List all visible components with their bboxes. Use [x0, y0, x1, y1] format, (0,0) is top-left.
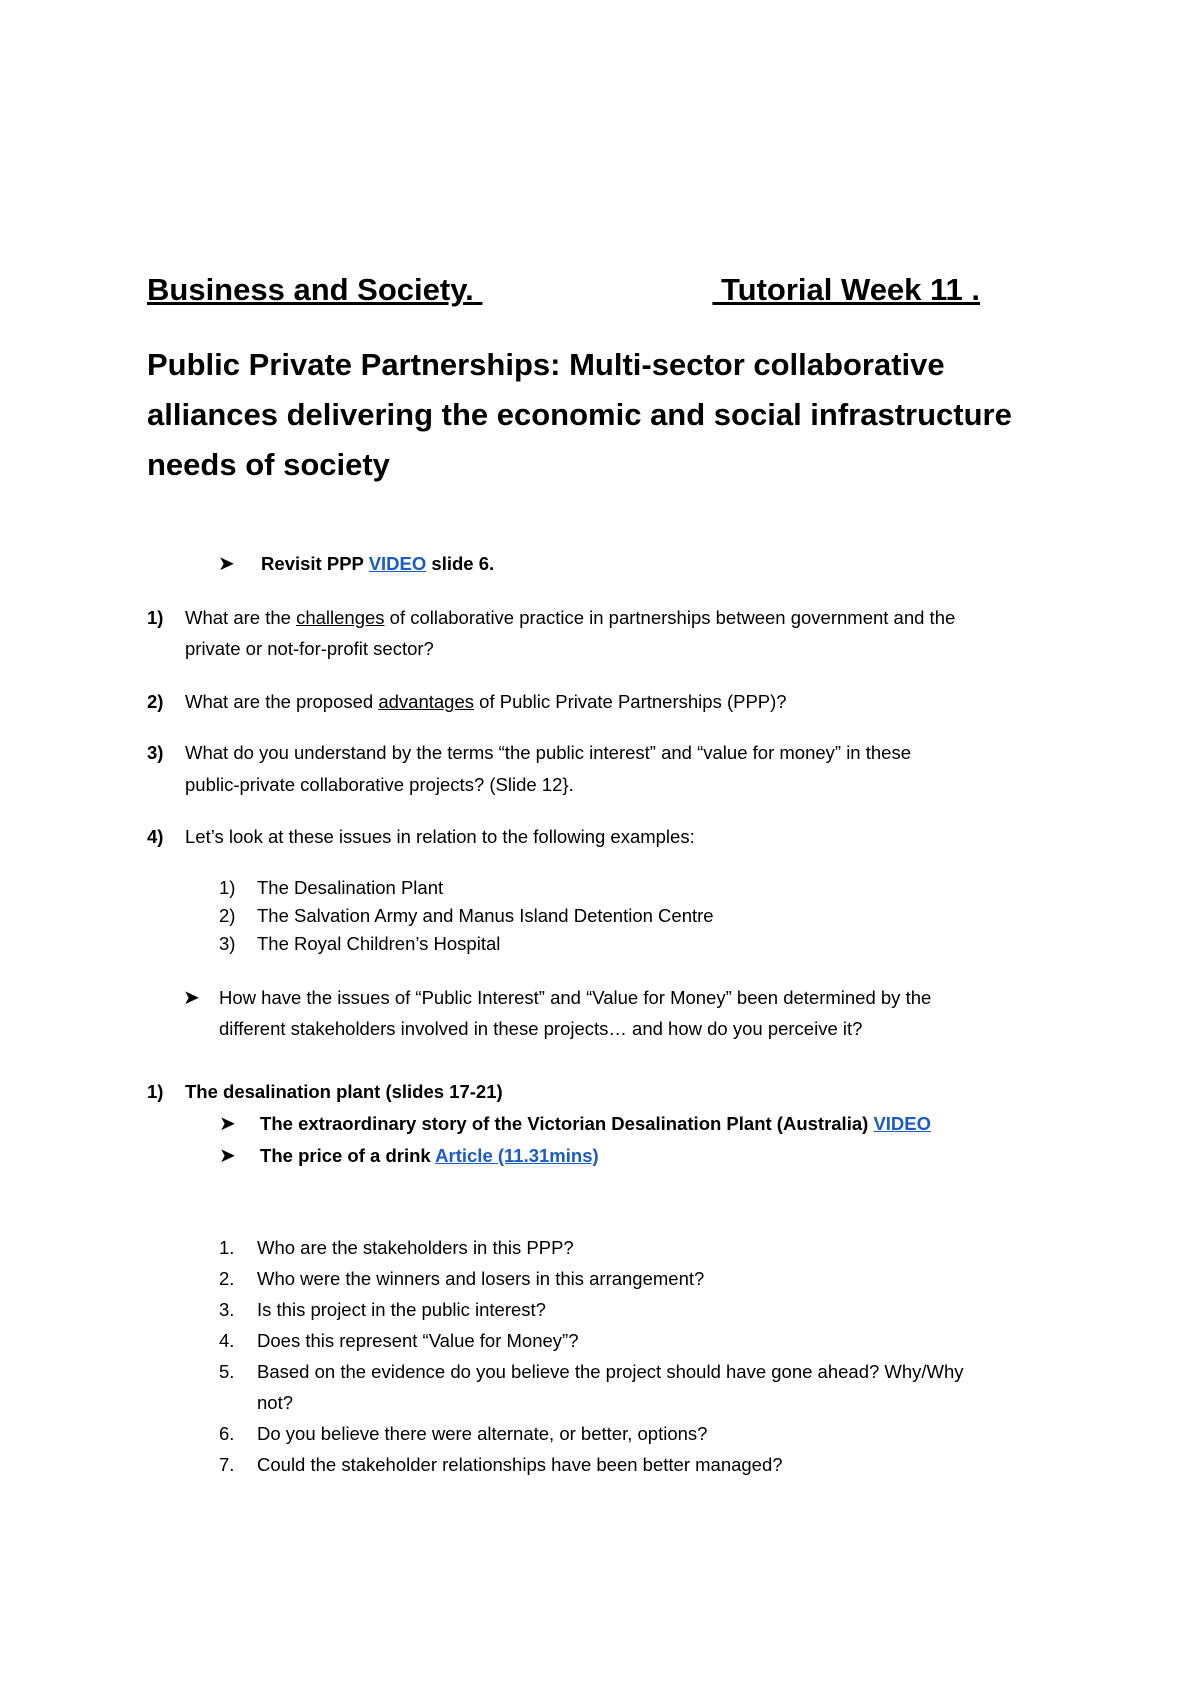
main-title — [147, 340, 1012, 490]
subquestion: Do you believe there were alternate, or better, options? — [257, 1423, 708, 1444]
subquestion-number: 6. — [219, 1423, 235, 1444]
perceive-question-line-2: different stakeholders involved in these projects… and how do you perceive it? — [219, 1018, 863, 1039]
subquestion: Who are the stakeholders in this PPP? — [257, 1237, 574, 1258]
course-title: Business and Society. — [147, 272, 474, 307]
main-title-line-3: needs of society — [147, 447, 390, 482]
question-3: What do you understand by the terms “the public interest” and “value for money” in these — [185, 742, 911, 763]
tutorial-week: Tutorial Week 11 . — [721, 272, 981, 307]
example-item: The Salvation Army and Manus Island Detention Centre — [257, 905, 714, 926]
arrow-bullet-icon: ➤ — [219, 1145, 236, 1167]
section-bullet-article — [219, 1143, 599, 1168]
question-text: of collaborative practice in partnerships between government and the — [384, 607, 956, 628]
question-number: 1) — [147, 607, 164, 628]
question-number: 4) — [147, 826, 164, 847]
perceive-question: How have the issues of “Public Interest” and “Value for Money” been determined by the — [219, 987, 932, 1008]
subquestion-number: 4. — [219, 1330, 235, 1351]
subquestion-line-2: not? — [257, 1392, 294, 1413]
arrow-bullet-icon: ➤ — [218, 553, 235, 575]
intro-bullet — [218, 551, 494, 576]
video-link[interactable]: VIDEO — [873, 1113, 932, 1134]
section-number: 1) — [147, 1081, 164, 1102]
example-item: The Royal Children’s Hospital — [257, 933, 501, 954]
subquestion: Based on the evidence do you believe the project should have gone ahead? Why/Why — [257, 1361, 964, 1382]
main-title-line-1: Public Private Partnerships: Multi-sector collaborative — [147, 347, 945, 382]
subquestion-number: 3. — [219, 1299, 235, 1320]
main-title-line-2: alliances delivering the economic and social infrastructure — [147, 397, 1012, 432]
example-number: 3) — [219, 933, 236, 954]
subquestion: Is this project in the public interest? — [257, 1299, 546, 1320]
keyword-challenges: challenges — [296, 607, 385, 628]
question-3-line-2: public-private collaborative projects? (Slide 12}. — [185, 774, 574, 795]
video-link[interactable]: VIDEO — [368, 553, 427, 574]
section-bullet-video — [219, 1111, 931, 1136]
example-item: The Desalination Plant — [257, 877, 444, 898]
question-1 — [185, 607, 955, 629]
example-number: 2) — [219, 905, 236, 926]
subquestion: Does this represent “Value for Money”? — [257, 1330, 579, 1351]
question-text: What are the — [185, 607, 297, 628]
example-number: 1) — [219, 877, 236, 898]
question-4: Let’s look at these issues in relation to the following examples: — [185, 826, 695, 847]
question-number: 3) — [147, 742, 164, 763]
arrow-bullet-icon: ➤ — [219, 1113, 236, 1135]
page-header — [147, 272, 1015, 308]
section-heading: The desalination plant (slides 17-21) — [185, 1081, 503, 1102]
question-text: What are the proposed — [185, 691, 379, 712]
subquestion-number: 5. — [219, 1361, 235, 1382]
subquestion: Could the stakeholder relationships have been better managed? — [257, 1454, 783, 1475]
intro-text: Revisit PPP — [261, 553, 369, 574]
bullet-text: The price of a drink — [260, 1145, 436, 1166]
question-number: 2) — [147, 691, 164, 712]
question-2 — [185, 691, 787, 713]
subquestion: Who were the winners and losers in this arrangement? — [257, 1268, 705, 1289]
article-link[interactable]: Article (11.31mins) — [435, 1145, 599, 1166]
arrow-bullet-icon: ➤ — [183, 987, 200, 1009]
intro-text-suffix: slide 6. — [426, 553, 495, 574]
subquestion-number: 1. — [219, 1237, 235, 1258]
keyword-advantages: advantages — [378, 691, 475, 712]
subquestion-number: 2. — [219, 1268, 235, 1289]
bullet-text: The extraordinary story of the Victorian Desalination Plant (Australia) — [260, 1113, 874, 1134]
subquestion-number: 7. — [219, 1454, 235, 1475]
question-text: of Public Private Partnerships (PPP)? — [474, 691, 787, 712]
question-1-line-2: private or not-for-profit sector? — [185, 638, 434, 659]
